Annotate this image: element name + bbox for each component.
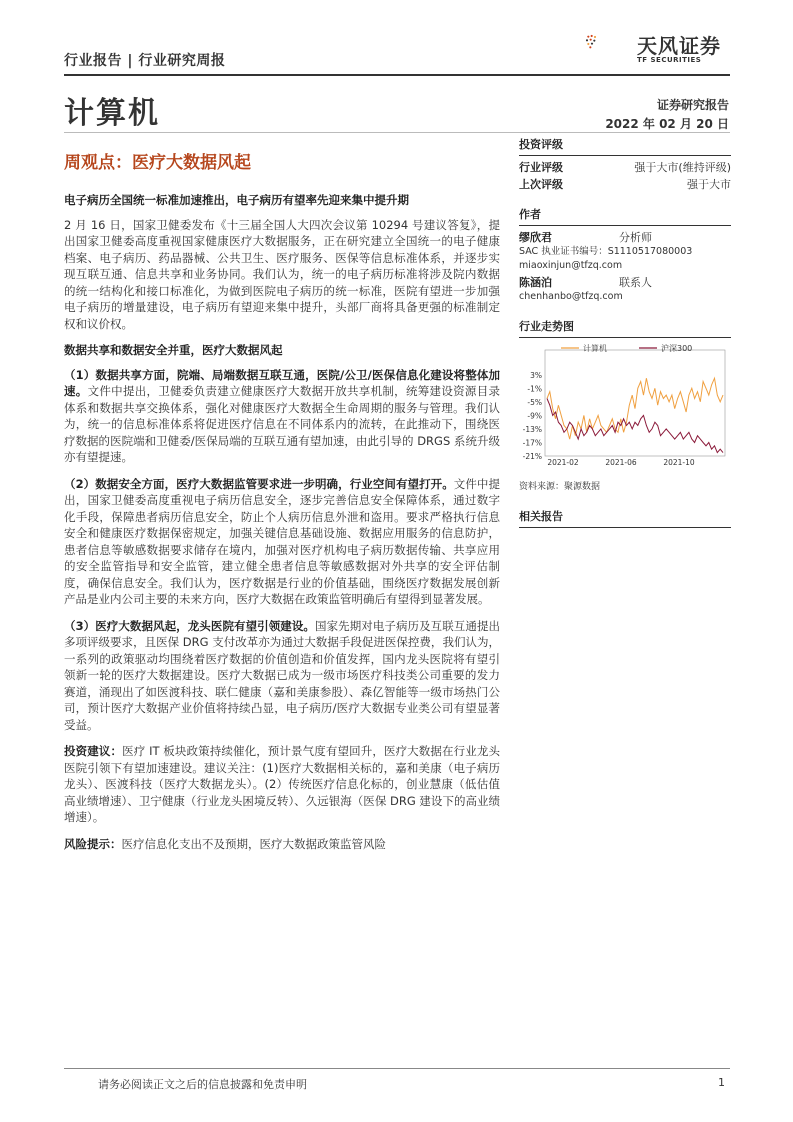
author-box [519,206,731,304]
y-tick-label: -13% [522,424,542,434]
related-heading: 相关报告 [519,508,731,528]
brand-name-en: TF SECURITIES [637,56,702,64]
paragraph-big-data [64,618,500,734]
author1-row [519,230,731,245]
report-type: 证券研究报告 [656,98,729,112]
y-tick-label: -17% [522,438,542,448]
chart-frame [545,350,725,456]
industry-trend-chart [519,338,731,472]
author2-name: 陈涵泊 [519,276,552,289]
series-line-computer [547,378,723,439]
sector-title: 计算机 [64,96,160,131]
paragraph-text: 文件中提出，卫健委负责建立健康医疗大数据开放共享机制，统筹建设资源目录体系和数据共享交换体系，强化对健康医疗大数据全生命周期的服务与管理。我们认为，统一的信息标准体系将促进医疗信息在不同体系内的流转，在此推动下，围绕医疗数据的医院端和卫健委/医保局端的互联互通有望加速，由此引导的 DRGS 系统升级亦有望提速。 [64,384,501,464]
paragraph-data-sharing [64,367,500,466]
legend-label: 计算机 [583,344,607,353]
report-category: 行业报告 | 行业研究周报 [64,53,226,69]
author1-name: 缪欣君 [519,231,552,244]
author2-email[interactable]: chenhanbo@tfzq.com [519,291,623,302]
trend-heading: 行业走势图 [519,318,731,338]
prev-rating-label: 上次评级 [519,178,563,191]
page-number: 1 [718,1076,725,1089]
section-heading-1: 电子病历全国统一标准加速推出，电子病历有望率先迎来集中提升期 [64,193,409,207]
y-tick-label: -1% [527,384,542,394]
paragraph-text: 文件中提出，国家卫健委高度重视电子病历信息安全，逐步完善信息安全保障体系，通过数字化手段，保障患者病历信息安全，防止个人病历信息外泄和盗用。要求严格执行信息安全和健康医疗数据保密规定，加强关键信息基础设施、数据应用服务的信息防护，患者信息等敏感数据要求储存在境内，加强对医疗机构电子病历数据传输、共享应用的安全监管指导和安全监管，建立健全患者信息等敏感数据对外共享的安全评估制度，确保信息安全。我们认为，医疗数据是行业的价值基础，围绕医疗数据发展创新产品是业内公司主要的未来方向，医疗大数据在政策监管明确后有望得到显著发展。 [64,476,500,606]
footer-divider [64,1068,730,1069]
related-box [519,508,731,528]
prev-rating-value: 强于大市 [687,178,731,191]
paragraph-data-security [64,476,500,608]
paragraph-text: 医疗 IT 板块政策持续催化，预计景气度有望回升，医疗大数据在行业龙头医院引领下有望加速建设。建议关注：(1)医疗大数据相关标的，嘉和美康（电子病历龙头）、医渡科技（医疗大数据龙头）。(2）传统医疗信息化标的，创业慧康（低估值高业绩增速）、卫宁健康（行业龙头困境反转）、久远银海（医保 DRG 建设下的高业绩增速）。 [64,744,500,824]
paragraph-lead: 风险提示： [64,836,122,851]
x-tick-label: 2021-10 [663,458,695,467]
section-heading-2: 数据共享和数据安全并重，医疗大数据风起 [64,343,283,357]
y-tick-label: -9% [527,411,542,421]
paragraph-lead: （3）医疗大数据风起，龙头医院有望引领建设。 [64,618,315,633]
tf-securities-logo-icon [585,18,635,68]
header-divider [64,74,730,76]
paragraph-investment-advice [64,743,500,826]
author2-role: 联系人 [619,276,652,289]
author1-sac: SAC 执业证书编号：S1110517080003 [519,246,693,257]
paragraph-1: 2 月 16 日，国家卫健委发布《十三届全国人大四次会议第 10294 号建议答复》，提出国家卫健委高度重视国家健康医疗大数据服务，正在研究建立全国统一的电子健康档案、电子病历、药品器械、公共卫生、医疗服务、医保等信息标准体系，并逐步实现互联互通、信息共享和业务协同。我们认为，统一的电子病历标准将涉及院内数据的统一结构化和接口标准化，为做到医院电子病历的统一标准，医院有望进一步加强电子病历的增量建设，电子病历有望迎来集中提升，头部厂商将具备更强的标准制定权和议价权。 [64,217,500,331]
rating-box [519,136,731,193]
paragraph-lead: （2）数据安全方面，医疗大数据监管要求进一步明确，行业空间有望打开。 [64,476,454,491]
prev-rating-row [519,176,731,193]
paragraph-risk [64,836,500,853]
rating-heading: 投资评级 [519,136,731,156]
data-source: 资料来源：聚源数据 [519,482,601,492]
x-tick-label: 2021-02 [547,458,579,467]
trend-box [519,318,731,338]
legend-label: 沪深300 [661,344,693,353]
author1-role: 分析师 [619,231,652,244]
industry-rating-row [519,159,731,176]
main-body [64,192,500,862]
paragraph-lead: （1）数据共享方面，院端、局端数据互联互通，医院/公卫/医保信息化建设将整体加速。 [64,367,500,398]
paragraph-text: 国家先期对电子病历及互联互通提出多项评级要求，且医保 DRG 支付改革亦为通过大数据手段促进医保控费，我们认为，一系列的政策驱动均围绕着医疗数据的价值创造和价值发挥，国内龙头医院将有望引领新一轮的医疗大数据建设。医疗大数据已成为一级市场医疗科技类公司重要的发力赛道，涌现出了如医渡科技、联仁健康（嘉和美康参股）、森亿智能等一级市场热门公司，预计医疗大数据产业价值将持续凸显，电子病历/医疗大数据专业类公司有望显著受益。 [64,618,501,732]
paragraph-text: 医疗信息化支出不及预期，医疗大数据政策监管风险 [121,836,386,851]
paragraph-lead: 投资建议： [64,744,123,758]
report-date: 2022 年 02 月 20 日 [605,117,729,131]
disclaimer-note: 请务必阅读正文之后的信息披露和免责申明 [98,1078,307,1091]
industry-rating-value: 强于大市(维持评级) [634,161,731,174]
title-divider [64,132,730,133]
y-tick-label: 3% [530,370,542,380]
x-tick-label: 2021-06 [605,458,637,467]
author-heading: 作者 [519,206,731,226]
brand-name-cn: 天风证券 [637,34,721,58]
author2-row [519,275,731,290]
industry-rating-label: 行业评级 [519,161,563,174]
report-title: 周观点：医疗大数据风起 [64,153,251,173]
author1-email[interactable]: miaoxinjun@tfzq.com [519,260,623,271]
y-tick-label: -5% [527,397,542,407]
y-tick-label: -21% [522,452,542,461]
